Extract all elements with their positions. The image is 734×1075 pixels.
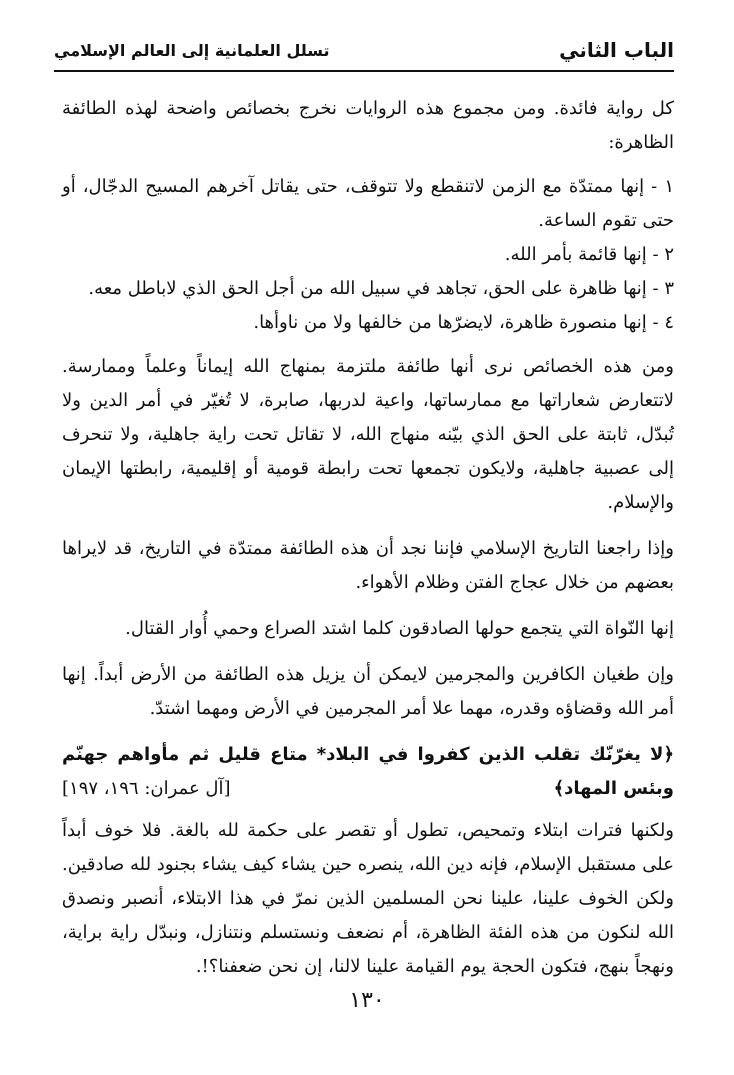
verse-text: ﴿لا يغرّنّك تقلب الذين كفروا في البلاد* متاع قليل ثم مأواهم جهنّم وبئس المهاد﴾ (62, 744, 674, 799)
paragraph: ولكنها فترات ابتلاء وتمحيص، تطول أو تقصر على حكمة لله بالغة. فلا خوف أبداً على مستقبل الإسلام، فإنه دين الله، ينصره حين يشاء كيف يشاء بجنود لله صادقين. ولكن الخوف علينا، علينا نحن المسلمين الذين نمرّ في هذا الابتلاء، أنصبر ونصدق الله لنكون من هذه الفئة الظاهرة، أم نضعف ونستسلم ونتنازل، ونبدّل راية براية، ونهجاً بنهج، فتكون الحجة يوم القيامة علينا لالنا، إن نحن ضعفنا؟!. (62, 820, 674, 977)
characteristics-list (62, 170, 674, 340)
paragraph: وإن طغيان الكافرين والمجرمين لايمكن أن يزيل هذه الطائفة من الأرض أبداً. إنها أمر الله وقضاؤه وقدره، مهما علا أمر المجرمين في الأرض ومهما اشتدّ. (62, 664, 674, 719)
list-item: ٤ - إنها منصورة ظاهرة، لايضرّها من خالفها ولا من ناوأها. (253, 312, 674, 333)
page-number: ١٣٠ (349, 988, 385, 1013)
paragraph: وإذا راجعنا التاريخ الإسلامي فإننا نجد أن هذه الطائفة ممتدّة في التاريخ، قد لايراها بعضهم من خلال عجاج الفتن وظلام الأهواء. (62, 538, 674, 593)
book-title: تسلل العلمانية إلى العالم الإسلامي (54, 40, 330, 60)
list-item: ٢ - إنها قائمة بأمر الله. (504, 244, 674, 265)
intro-paragraph: كل رواية فائدة. ومن مجموع هذه الروايات نخرج بخصائص واضحة لهذه الطائفة الظاهرة: (62, 98, 674, 153)
page-body (62, 92, 674, 996)
running-header (54, 30, 674, 72)
list-item: ١ - إنها ممتدّة مع الزمن لاتنقطع ولا تتوقف، حتى يقاتل آخرهم المسيح الدجّال، أو حتى تقوم الساعة. (62, 176, 674, 231)
paragraph: إنها النّواة التي يتجمع حولها الصادقون كلما اشتد الصراع وحمي أُوار القتال. (125, 618, 674, 639)
verse-reference: [آل عمران: ١٩٦، ١٩٧] (62, 778, 231, 799)
quran-verse (62, 738, 674, 806)
paragraph: ومن هذه الخصائص نرى أنها طائفة ملتزمة بمنهاج الله إيماناً وعلماً وممارسة. لاتتعارض شعاراتها مع ممارساتها، واعية لدربها، صابرة، لا تُغيّر في أمر الدين ولا تُبدّل، ثابتة على الحق الذي بيّنه منهاج الله، لا تقاتل تحت راية جاهلية، ولا تنحرف إلى عصبية جاهلية، ولايكون تجمعها تحت رابطة قومية أو إقليمية، رابطتها الإيمان والإسلام. (62, 356, 674, 513)
list-item: ٣ - إنها ظاهرة على الحق، تجاهد في سبيل الله من أجل الحق الذي لاباطل معه. (88, 278, 674, 299)
chapter-label: الباب الثاني (559, 38, 674, 62)
